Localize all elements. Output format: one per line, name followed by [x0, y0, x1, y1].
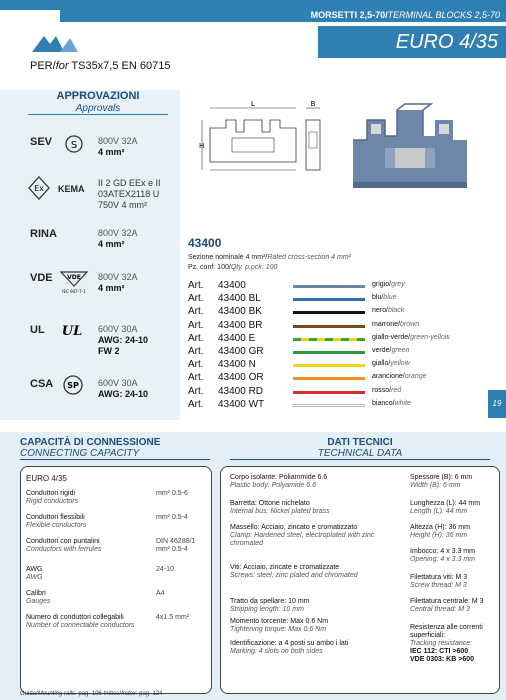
approval-name: RINA — [30, 228, 57, 240]
article-color: giallo/yellow — [372, 360, 410, 368]
capacity-title: CAPACITÀ DI CONNESSIONE — [20, 437, 161, 448]
article-code: 43400 WT — [218, 398, 265, 410]
vde-icon — [58, 268, 90, 294]
vde-icon-text: VDE — [67, 274, 81, 281]
article-code: 43400 BR — [218, 319, 263, 331]
footer-links: Guida/Mounting rails: pag. 106 Indice/Index: pag. 124 — [20, 691, 163, 697]
spec-en: Internal bus: Nickel plated brass — [230, 508, 330, 515]
spec-it: Viti: Acciaio, zincate e cromatizzate — [230, 564, 340, 571]
package-info: Pz. conf: 100/Qty. p.pck: 100 — [188, 264, 278, 271]
article-row — [188, 346, 488, 358]
atex-icon-text: Ex — [34, 184, 44, 193]
technical-spec-left — [230, 474, 380, 490]
technical-spec-right — [410, 598, 498, 614]
article-code: 43400 N — [218, 359, 256, 371]
spec-en: Plastic body: Polyamide 6.6 — [230, 482, 316, 489]
color-swatch-line — [293, 351, 365, 354]
spec-en: Width (B): 6 mm — [410, 482, 461, 489]
dimension-drawing — [196, 98, 326, 188]
capacity-label: Calibri — [26, 590, 46, 597]
approval-line2: 4 mm² — [98, 239, 125, 249]
csa-icon-text: SP — [67, 381, 79, 390]
capacity-value: mm² 0.5-6 — [156, 490, 188, 497]
article-code: 43400 GR — [218, 346, 264, 357]
article-label: Art. — [188, 385, 204, 397]
approval-line2: AWG: 24-10 — [98, 335, 149, 345]
spec-it: Filettatura centrale: M 3 — [410, 598, 484, 605]
spec-it: Resistenza alle correnti superficiali: — [410, 624, 483, 639]
dim-b-label: B — [310, 100, 316, 108]
approvals-subtitle: Approvals — [28, 103, 168, 115]
capacity-sublabel: Flexible conductors — [26, 522, 87, 529]
article-color: blu/blue — [372, 294, 397, 302]
article-color: rosso/red — [372, 386, 402, 394]
spec-vde: VDE 0303: KB >600 — [410, 656, 475, 663]
ul-recognized-icon — [60, 322, 84, 338]
sev-icon — [64, 132, 84, 156]
spec-it: Barretta: Ottone nichelato — [230, 500, 310, 507]
approval-line2: 03ATEX2118 U — [98, 189, 160, 199]
technical-spec-left — [230, 640, 380, 656]
approval-line1: 800V 32A — [98, 136, 138, 146]
capacity-value: 24-10 — [156, 566, 174, 573]
dim-h-label: H — [199, 142, 205, 150]
technical-spec-right — [410, 624, 498, 664]
sev-icon-letter: S — [70, 140, 78, 151]
article-row — [188, 293, 488, 305]
capacity-sublabel: Gauges — [26, 598, 51, 605]
technical-spec-right — [410, 474, 498, 490]
spec-it: Identificazione: a 4 posti su ambo i lati — [230, 640, 349, 647]
article-label: Art. — [188, 332, 204, 344]
capacity-value: mm² 0.5-4 — [156, 514, 188, 521]
color-swatch-line — [293, 377, 365, 380]
technical-spec-left — [230, 524, 380, 548]
approval-line1: II 2 GD EEx e II — [98, 178, 161, 188]
capacity-sublabel: Number of connectable conductors — [26, 622, 135, 629]
approval-line2: 4 mm² — [98, 147, 125, 157]
spec-en: Central thread: M 3 — [410, 606, 470, 613]
spec-en: Opening: 4 x 3.3 mm — [410, 556, 475, 563]
capacity-model: EURO 4/35 — [26, 474, 67, 483]
article-row — [188, 386, 488, 398]
color-swatch-line — [293, 311, 365, 314]
approval-line1: 800V 32A — [98, 228, 138, 238]
capacity-value: DIN 46288/1 — [156, 538, 196, 545]
article-code: 43400 BK — [218, 306, 262, 318]
capacity-label: Conduttori rigidi — [26, 490, 76, 497]
color-swatch-line — [293, 285, 365, 288]
brand-logo — [30, 32, 80, 54]
capacity-label: AWG — [26, 566, 43, 573]
spec-en: Length (L): 44 mm — [410, 508, 468, 515]
technical-spec-left — [230, 500, 380, 516]
article-code: 43400 RD — [218, 385, 264, 397]
article-label: Art. — [188, 398, 204, 410]
color-swatch-line — [293, 338, 365, 341]
article-label: Art. — [188, 346, 204, 357]
approval-line3: FW 2 — [98, 346, 120, 356]
approval-line2: 4 mm² — [98, 283, 125, 293]
approval-csa — [30, 378, 180, 408]
article-label: Art. — [188, 319, 204, 331]
technical-spec-right — [410, 500, 498, 516]
article-row — [188, 333, 488, 345]
capacity-value: 4x1.5 mm² — [156, 614, 190, 621]
article-color: grigio/grey — [372, 281, 405, 288]
technical-spec-right — [410, 548, 498, 564]
capacity-label: Numero di conduttori collegabili — [26, 614, 124, 621]
article-row — [188, 372, 488, 384]
spec-it: Lunghezza (L): 44 mm — [410, 500, 481, 507]
color-swatch-line — [293, 298, 365, 301]
article-row — [188, 280, 488, 292]
technical-spec-left — [230, 618, 380, 634]
article-label: Art. — [188, 372, 204, 384]
color-swatch-line — [293, 404, 365, 407]
capacity-sublabel: AWG — [26, 574, 43, 581]
article-row — [188, 306, 488, 318]
page-number-tab: 19 — [488, 390, 506, 418]
terminal-block-photo — [345, 90, 475, 200]
technical-spec-right — [410, 524, 498, 540]
ul-icon-text: UL — [61, 324, 83, 338]
spec-en: Marking: 4 slots on both sides — [230, 648, 323, 655]
article-label: Art. — [188, 293, 204, 305]
approval-sev — [30, 136, 180, 166]
spec-en: Height (H): 36 mm — [410, 532, 468, 539]
article-row — [188, 320, 488, 332]
article-label: Art. — [188, 306, 204, 318]
article-color: arancione/orange — [372, 373, 427, 381]
atex-icon — [28, 176, 50, 200]
spec-en: Screw thread: M 3 — [410, 582, 467, 589]
article-row — [188, 399, 488, 411]
approval-kema — [30, 178, 180, 218]
approval-line1: 600V 30A — [98, 378, 138, 388]
spec-en: Clamp: Hardened steel, electroplated with zinc chromated — [230, 532, 375, 547]
approval-ul — [30, 324, 180, 360]
spec-it: Imbocco: 4 x 3.3 mm — [410, 548, 475, 555]
approvals-title: APPROVAZIONI — [56, 90, 140, 102]
capacity-value-2: mm² 0.5-4 — [156, 546, 188, 553]
approval-name: UL — [30, 324, 45, 336]
approval-line2: AWG: 24-10 — [98, 389, 149, 399]
section-info: Sezione nominale 4 mm²/Rated cross-section 4 mm² — [188, 254, 352, 261]
dim-l-label: L — [251, 100, 255, 108]
article-code: 43400 BL — [218, 293, 261, 305]
approval-name: CSA — [30, 378, 54, 390]
article-color: marrone/brown — [372, 320, 420, 328]
capacity-row — [26, 538, 206, 558]
capacity-row — [26, 614, 206, 634]
article-label: Art. — [188, 359, 204, 371]
spec-it: Spessore (B): 6 mm — [410, 474, 473, 481]
approval-line1: 800V 32A — [98, 272, 138, 282]
article-row — [188, 359, 488, 371]
technical-spec-left — [230, 564, 380, 580]
approval-line1: 600V 30A — [98, 324, 138, 334]
spec-en: Tracking resistance: — [410, 640, 473, 647]
capacity-sublabel: Rigid conductors — [26, 498, 79, 505]
article-color: giallo-verde/green-yellow — [372, 333, 450, 341]
spec-iec: IEC 112: CTI >600 — [410, 648, 469, 655]
spec-it: Massello: Acciaio, zincato e cromatizzato — [230, 524, 358, 531]
spec-en: Tightening torque: Max 0.6 Nm — [230, 626, 327, 633]
article-code: 43400 E — [218, 332, 256, 344]
capacity-label: Conduttori flessibili — [26, 514, 85, 521]
color-swatch-line — [293, 391, 365, 394]
mounting-info: PER/for TS35x7,5 EN 60715 — [30, 60, 171, 72]
capacity-subtitle: CONNECTING CAPACITY — [20, 448, 210, 460]
technical-subtitle: TECHNICAL DATA — [230, 448, 490, 460]
capacity-row — [26, 514, 206, 534]
technical-spec-right — [410, 574, 498, 590]
capacity-row — [26, 490, 206, 510]
capacity-value: A4 — [156, 590, 165, 597]
capacity-row — [26, 590, 206, 610]
spec-it: Momento torcente: Max 0.6 Nm — [230, 618, 329, 625]
spec-it: Altezza (H): 36 mm — [410, 524, 470, 531]
approval-rina — [30, 228, 180, 256]
technical-spec-left — [230, 598, 380, 614]
page-title: EURO 4/35 — [395, 31, 498, 53]
technical-title: DATI TECNICI — [327, 437, 393, 448]
article-code: 43400 OR — [218, 372, 264, 384]
color-swatch-line — [293, 364, 365, 367]
capacity-row — [26, 566, 206, 586]
spec-it: Tratto da spellare: 10 mm — [230, 598, 310, 605]
approval-line3: 750V 4 mm² — [98, 200, 148, 210]
spec-it: Filettatura viti: M 3 — [410, 574, 468, 581]
capacity-sublabel: Conductors with ferrules — [26, 546, 102, 553]
capacity-label: Conduttori con puntalini — [26, 538, 100, 545]
kema-label: KEMA — [58, 184, 85, 194]
article-color: nero/black — [372, 307, 405, 315]
article-color: bianco/white — [372, 399, 411, 407]
approval-name: VDE — [30, 272, 53, 284]
product-code: 43400 — [188, 236, 222, 250]
color-swatch-line — [293, 325, 365, 328]
article-color: verde/green — [372, 347, 410, 354]
article-label: Art. — [188, 280, 204, 291]
approval-name: SEV — [30, 136, 53, 148]
spec-en: Stripping length: 10 mm — [230, 606, 304, 613]
vde-icon-sub: IEC 947-7-1 — [62, 289, 86, 294]
article-code: 43400 — [218, 280, 246, 291]
csa-icon — [62, 374, 84, 396]
series-title: MORSETTI 2,5-70/TERMINAL BLOCKS 2,5-70 — [310, 10, 500, 20]
approval-vde — [30, 272, 180, 302]
spec-it: Corpo isolante: Poliammide 6.6 — [230, 474, 328, 481]
spec-en: Screws: steel, zinc plated and chromated — [230, 572, 358, 579]
